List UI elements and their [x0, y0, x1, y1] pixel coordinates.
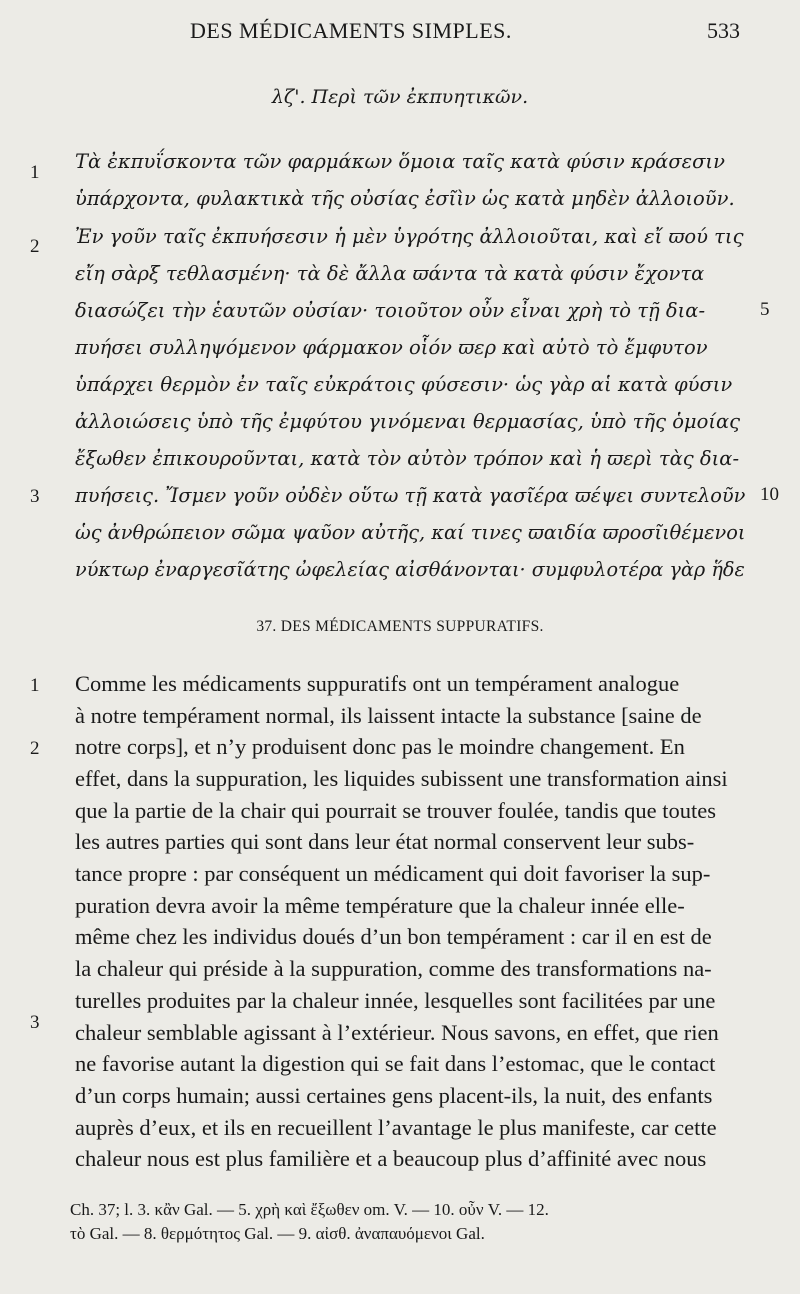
greek-section-number: 1	[30, 162, 40, 183]
french-line: auprès d’eux, et ils en recueillent l’avantage le plus manifeste, car cette	[75, 1115, 717, 1140]
footnote-line: τὸ Gal. — 8. θερμότητος Gal. — 9. αἰσθ. ἀναπαυόμενοι Gal.	[70, 1224, 485, 1243]
french-line: effet, dans la suppuration, les liquides subissent une transformation ainsi	[75, 766, 728, 791]
french-line: turelles produites par la chaleur innée, lesquelles sont facilitées par une	[75, 988, 716, 1013]
french-line: la chaleur qui préside à la suppuration, comme des transformations na-	[75, 956, 712, 981]
greek-line: ὑπάρχει θερμὸν ἐν ταῖς εὐκράτοις φύσεσιν· ὡς γὰρ αἱ κατὰ φύσιν	[75, 373, 733, 396]
greek-line: Ἐν γοῦν ταῖς ἐκπυήσεσιν ἡ μὲν ὑγρότης ἀλλοιοῦται, καὶ εἴ ϖού τις	[75, 225, 744, 248]
french-line: puration devra avoir la même température que la chaleur innée elle-	[75, 893, 685, 918]
greek-line-number: 5	[760, 299, 770, 320]
greek-line: ἀλλοιώσεις ὑπὸ τῆς ἐμφύτου γινόμεναι θερμασίας, ὑπὸ τῆς ὁμοίας	[75, 410, 741, 433]
greek-line: ἔξωθεν ἐπικουροῦνται, κατὰ τὸν αὐτὸν τρόπον καὶ ἡ ϖερὶ τὰς δια-	[75, 447, 740, 470]
french-line: chaleur nous est plus familière et a beaucoup plus d’affinité avec nous	[75, 1146, 707, 1171]
french-line: Comme les médicaments suppuratifs ont un tempérament analogue	[75, 671, 680, 696]
french-line: d’un corps humain; aussi certaines gens placent-ils, la nuit, des enfants	[75, 1083, 713, 1108]
french-chapter-heading: 37. DES MÉDICAMENTS SUPPURATIFS.	[256, 618, 544, 635]
french-section-number: 2	[30, 738, 40, 759]
greek-line: πυήσεις. Ἴσμεν γοῦν οὐδὲν οὕτω τῇ κατὰ γασῖέρα ϖέψει συντελοῦν	[75, 484, 746, 507]
greek-section-number: 2	[30, 236, 40, 257]
running-head	[190, 18, 740, 52]
footnote-line: Ch. 37; l. 3. κἂν Gal. — 5. χρὴ καὶ ἔξωθεν om. V. — 10. οὖν V. — 12.	[70, 1200, 549, 1219]
greek-line: διασώζει τὴν ἑαυτῶν οὐσίαν· τοιοῦτον οὖν εἶναι χρὴ τὸ τῇ δια-	[75, 299, 706, 322]
french-line: tance propre : par conséquent un médicament qui doit favoriser la sup-	[75, 861, 711, 886]
page-number: 533	[707, 18, 740, 43]
running-title: DES MÉDICAMENTS SIMPLES.	[190, 18, 512, 43]
french-section-number: 1	[30, 675, 40, 696]
french-line: même chez les individus doués d’un bon tempérament : car il en est de	[75, 924, 712, 949]
french-line: que la partie de la chair qui pourrait se trouver foulée, tandis que toutes	[75, 798, 717, 823]
french-line: chaleur semblable agissant à l’extérieur. Nous savons, en effet, que rien	[75, 1020, 719, 1045]
french-line: notre corps], et n’y produisent donc pas le moindre changement. En	[75, 734, 685, 759]
greek-line: Τὰ ἐκπυΐσκοντα τῶν φαρμάκων ὅμοια ταῖς κατὰ φύσιν κράσεσιν	[75, 150, 725, 173]
french-line: à notre tempérament normal, ils laissent intacte la substance [saine de	[75, 703, 702, 728]
greek-line-number: 10	[760, 484, 779, 505]
greek-line: πυήσει συλληψόμενον φάρμακον οἷόν ϖερ καὶ αὐτὸ τὸ ἔμφυτον	[75, 336, 708, 359]
french-section-number: 3	[30, 1012, 40, 1033]
greek-line: ὡς ἀνθρώπειον σῶμα ψαῦον αὐτῆς, καί τινες ϖαιδία ϖροσῖιθέμενοι	[75, 521, 746, 544]
greek-chapter-heading: λζ'. Περὶ τῶν ἐκπυητικῶν.	[271, 86, 529, 108]
greek-line: νύκτωρ ἐναργεσῖάτης ὠφελείας αἰσθάνονται· συμφυλοτέρα γὰρ ἥδε	[75, 558, 745, 581]
greek-line: εἴη σὰρξ τεθλασμένη· τὰ δὲ ἄλλα ϖάντα τὰ κατὰ φύσιν ἔχοντα	[75, 262, 705, 285]
french-line: ne favorise autant la digestion qui se fait dans l’estomac, que le contact	[75, 1051, 716, 1076]
greek-line: ὑπάρχοντα, φυλακτικὰ τῆς οὐσίας ἐσῖὶν ὡς κατὰ μηδὲν ἀλλοιοῦν.	[75, 187, 735, 210]
french-line: les autres parties qui sont dans leur état normal conservent leur subs-	[75, 829, 695, 854]
greek-section-number: 3	[30, 486, 40, 507]
